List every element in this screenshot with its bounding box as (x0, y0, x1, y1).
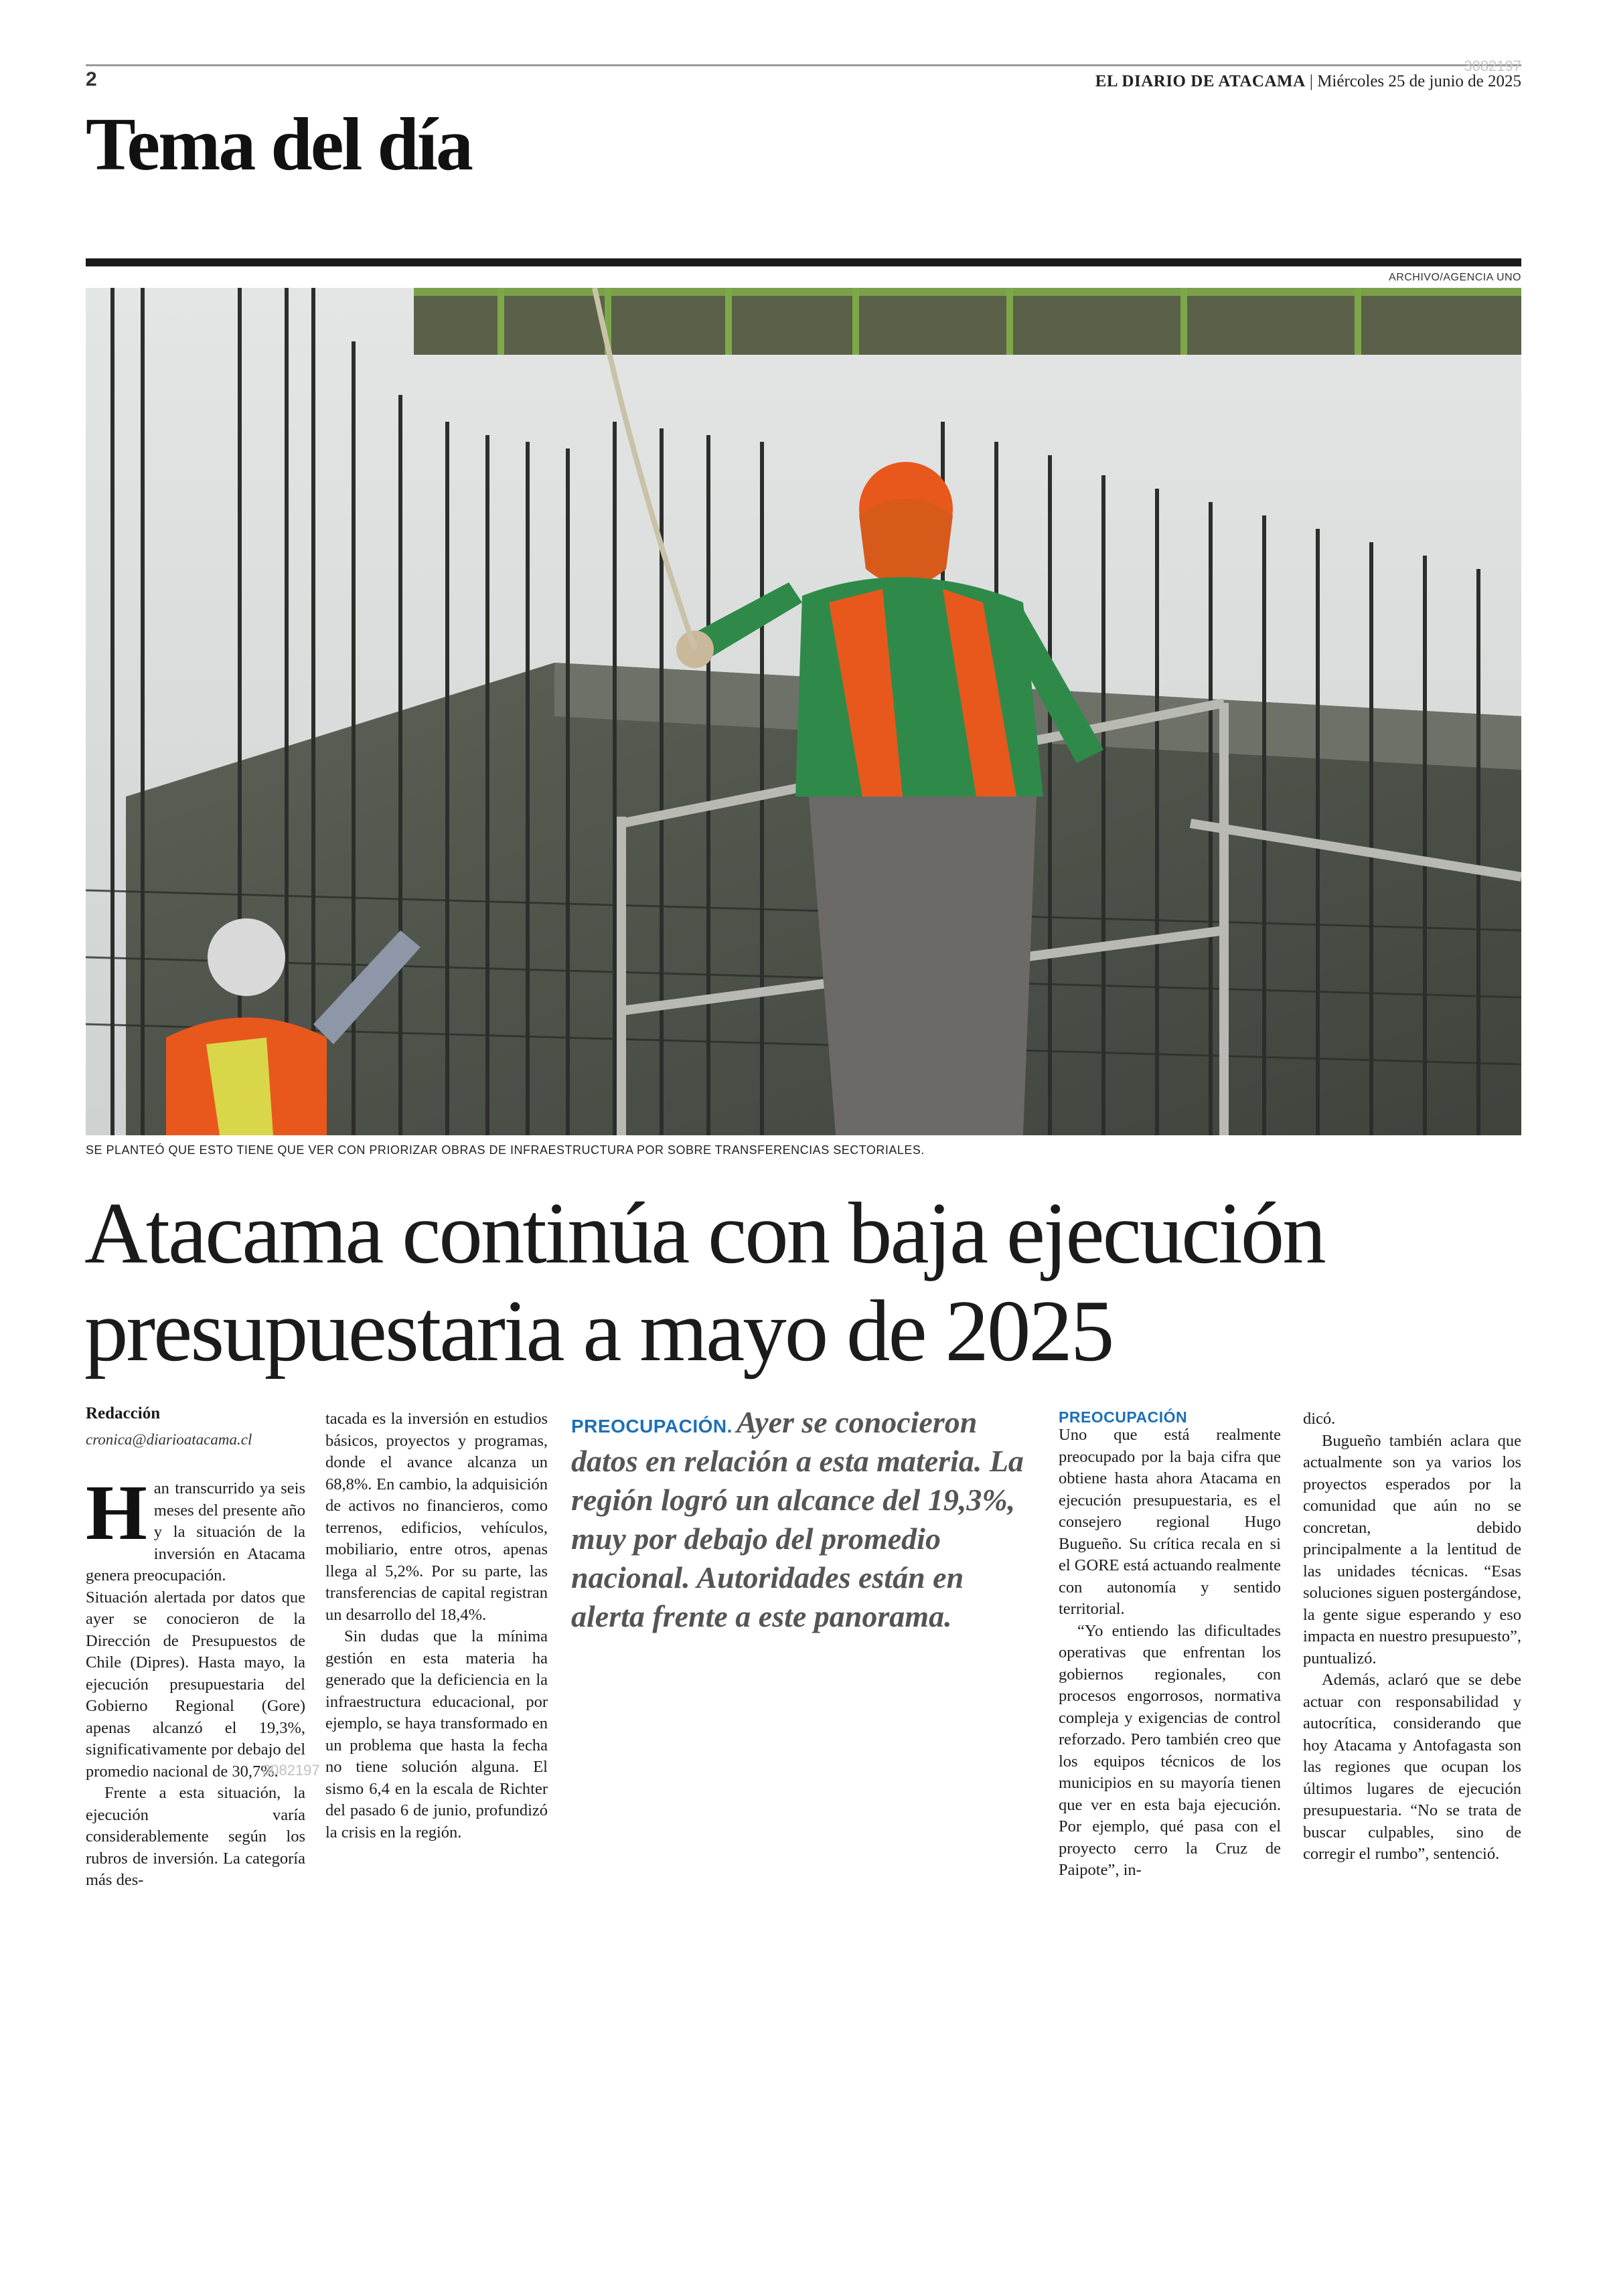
document-code: 3082197 (1464, 58, 1521, 74)
headline-line-2: presupuestaria a mayo de 2025 (84, 1283, 1113, 1380)
page-number: 2 (86, 68, 97, 90)
dropcap: H (86, 1469, 147, 1556)
byline: Redacción (86, 1404, 161, 1422)
section-title: Tema del día (86, 103, 471, 186)
col4-paragraph-2: “Yo entiendo las dificultades operativas que enfrentan los gobiernos regionales, con procesos engorrosos, normativa compleja y exigencias de control reforzado. Pero también creo que los equipos técnicos de los municipios en su mayoría tienen que ver en esta baja ejecución. Por ejemplo, qué pasa con el proyecto cerro la Cruz de Paipote”, in- (1059, 1621, 1281, 1879)
photo-credit: ARCHIVO/AGENCIA UNO (1389, 272, 1521, 283)
watermark-code: 3082197 (262, 1762, 320, 1779)
col4-paragraph-1: Uno que está realmente preocupado por la baja cifra que obtiene hasta ahora Atacama en ejecución presupuestaria, es el consejero regional Hugo Bugueño. Su crítica recala en si el GORE está actuando realmente con autonomía y sentido territorial. (1059, 1426, 1281, 1618)
header-rule (86, 64, 1521, 66)
newspaper-name: EL DIARIO DE ATACAMA (1095, 72, 1306, 90)
issue-date: Miércoles 25 de junio de 2025 (1317, 72, 1521, 90)
section-rule (86, 258, 1521, 266)
col1-paragraph-3: Frente a esta situación, la ejecución varía considerablemente según los rubros de inversión. La categoría más des- (86, 1784, 305, 1889)
pull-quote (571, 1403, 1033, 1636)
col5-paragraph-3: Además, aclaró que se debe actuar con responsabilidad y autocrítica, considerando que hoy Atacama y Antofagasta son las regiones que ocupan los últimos lugares de ejecución presupuestaria. “No se trata de buscar culpables, sino de corregir el rumbo”, sentenció. (1303, 1671, 1521, 1863)
pullquote-text: Ayer se conocieron datos en relación a esta materia. La región logró un alcance del 19,3%, muy por debajo del promedio nacional. Autoridades están en alerta frente a este panorama. (571, 1405, 1024, 1633)
col2-paragraph-2: Sin dudas que la mínima gestión en esta materia ha generado que la deficiencia en la infraestructura educacional, por ejemplo, se haya transformado en un problema que hasta la fecha no tiene solución alguna. El sismo 6,4 en la escala de Richter del pasado 6 de junio, profundizó la crisis en la región. (325, 1627, 548, 1841)
col1-paragraph-1: an transcurrido ya seis meses del presente año y la situación de la inversión en Atacama genera preocupación. (86, 1479, 305, 1584)
photo-caption: SE PLANTEÓ QUE ESTO TIENE QUE VER CON PRIORIZAR OBRAS DE INFRAESTRUCTURA POR SOBRE TRANSFERENCIAS SECTORIALES. (86, 1143, 925, 1157)
col2-paragraph-1: tacada es la inversión en estudios básicos, proyectos y programas, donde el avance alcanza un 68,8%. En cambio, la adquisición de activos no financieros, como terrenos, edificios, vehículos, mobiliario, entre otros, apenas llega al 5,2%. Por su parte, las transferencias de capital registran un desarrollo del 18,4%. (325, 1410, 548, 1624)
col5-paragraph-2: Bugueño también aclara que actualmente son ya varios los proyectos esperados por la comunidad que aún no se concretan, debido principalmente a la lentitud de las unidades técnicas. “Esas soluciones siguen postergándose, la gente sigue esperando y eso impacta en nuestro presupuesto”, puntualizó. (1303, 1431, 1521, 1667)
headline-line-1: Atacama continúa con baja ejecución (84, 1185, 1324, 1282)
pullquote-kicker: PREOCUPACIÓN. (571, 1416, 733, 1437)
header-meta: EL DIARIO DE ATACAMA | Miércoles 25 de junio de 2025 (1095, 72, 1521, 90)
article-column-4 (1059, 1424, 1281, 1882)
article-column-1 (86, 1469, 305, 1892)
article-column-5 (1303, 1408, 1521, 1866)
article-column-2 (325, 1408, 548, 1843)
subhead-kicker: PREOCUPACIÓN (1059, 1408, 1188, 1426)
construction-photo-illustration (86, 288, 1521, 1135)
col1-paragraph-2: Situación alertada por datos que ayer se conocieron de la Dirección de Presupuestos de Chile (Dipres). Hasta mayo, la ejecución presupuestaria del Gobierno Regional (Gore) apenas alcanzó el 19,3%, significativamente por debajo del promedio nacional de 30,7%. (86, 1588, 305, 1781)
article-photo (86, 288, 1521, 1135)
author-email: cronica@diarioatacama.cl (86, 1431, 252, 1448)
col5-paragraph-1: dicó. (1303, 1410, 1336, 1428)
article-headline (84, 1185, 1537, 1380)
